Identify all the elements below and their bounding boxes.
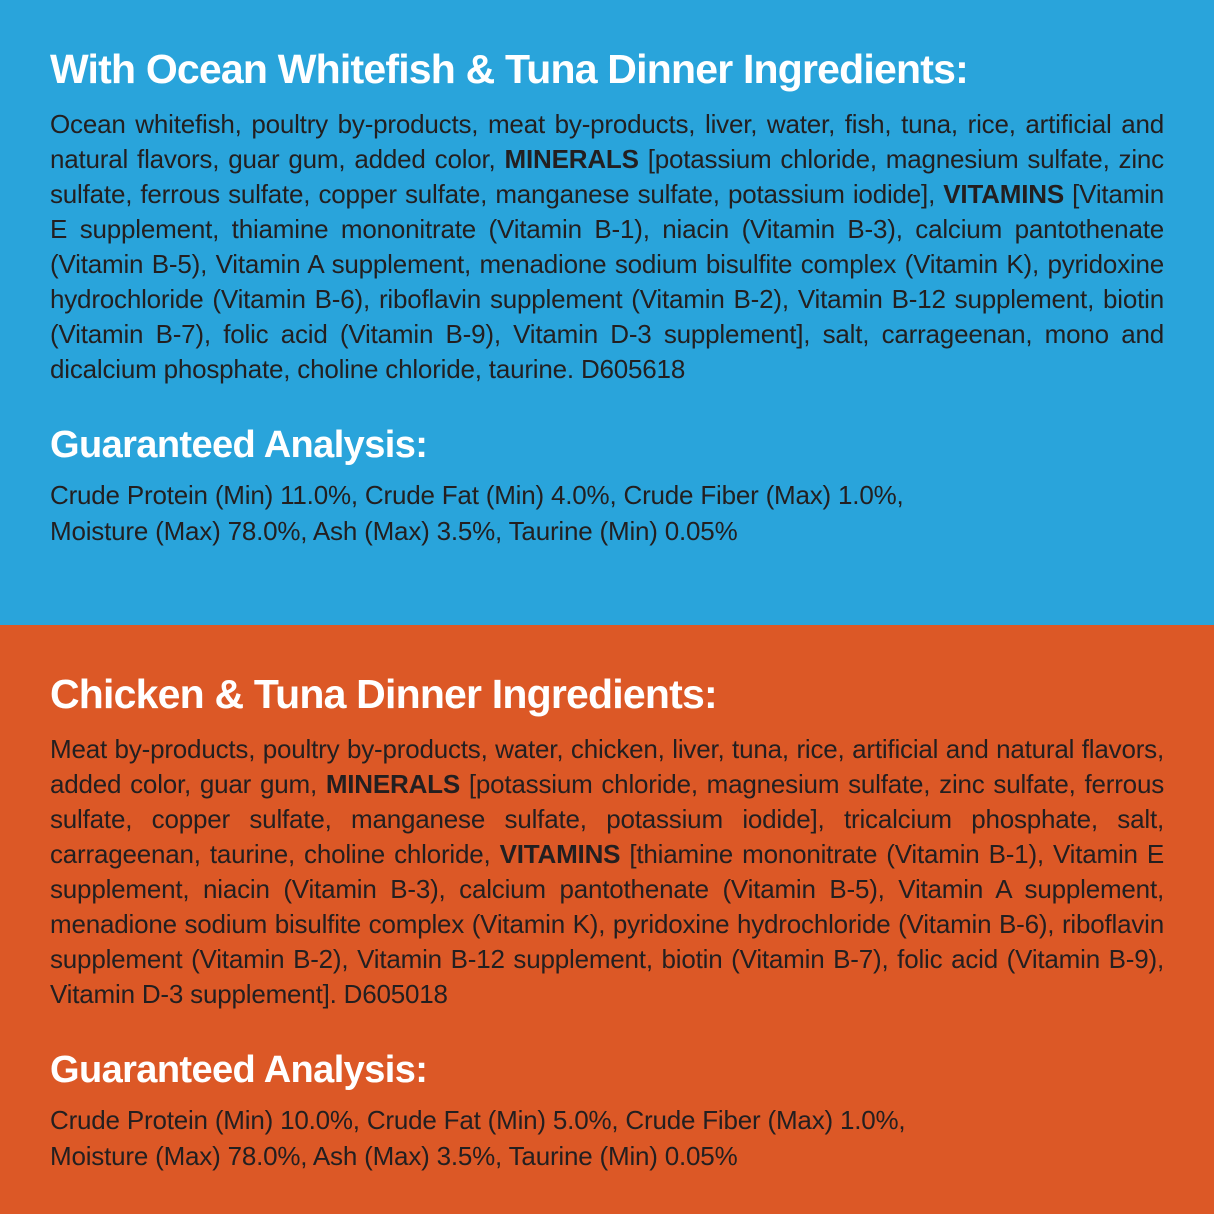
minerals-label: MINERALS: [504, 144, 639, 174]
analysis-line: Crude Protein (Min) 10.0%, Crude Fat (Min) 5.0%, Crude Fiber (Max) 1.0%,: [50, 1105, 906, 1135]
chicken-ingredients-paragraph: [50, 732, 1164, 1012]
ingredients-text: [thiamine mononitrate (Vitamin B-1), Vitamin E supplement, niacin (Vitamin B-3), calcium pantothenate (Vitamin B-5), Vitamin A supplement, menadione sodium bisulfite complex (Vitamin K), pyridoxine hydrochloride (Vitamin B-6), riboflavin supplement (Vitamin B-2), Vitamin B-12 supplement, biotin (Vitamin B-7), folic acid (Vitamin B-9), Vitamin D-3 supplement]. D605018: [50, 839, 1164, 1009]
analysis-line: Crude Protein (Min) 11.0%, Crude Fat (Min) 4.0%, Crude Fiber (Max) 1.0%,: [50, 480, 904, 510]
whitefish-guaranteed-analysis-heading: Guaranteed Analysis:: [50, 424, 428, 466]
ingredients-text: Meat by-products, poultry by-products, water, chicken, liver, tuna, rice, artificial and natural flavors, added color, guar gum,: [50, 734, 1164, 799]
analysis-line: Moisture (Max) 78.0%, Ash (Max) 3.5%, Taurine (Min) 0.05%: [50, 516, 738, 546]
vitamins-label: VITAMINS: [499, 839, 621, 869]
chicken-tuna-section: [0, 625, 1214, 1214]
whitefish-ingredients-paragraph: [50, 107, 1164, 387]
vitamins-label: VITAMINS: [943, 179, 1064, 209]
analysis-line: Moisture (Max) 78.0%, Ash (Max) 3.5%, Taurine (Min) 0.05%: [50, 1141, 738, 1171]
ingredients-text: Ocean whitefish, poultry by-products, meat by-products, liver, water, fish, tuna, rice, artificial and natural flavors, guar gum, added color,: [50, 109, 1164, 174]
ingredients-text: [Vitamin E supplement, thiamine mononitrate (Vitamin B-1), niacin (Vitamin B-3), calcium pantothenate (Vitamin B-5), Vitamin A supplement, menadione sodium bisulfite complex (Vitamin K), pyridoxine hydrochloride (Vitamin B-6), riboflavin supplement (Vitamin B-2), Vitamin B-12 supplement, biotin (Vitamin B-7), folic acid (Vitamin B-9), Vitamin D-3 supplement], salt, carrageenan, mono and dicalcium phosphate, choline chloride, taurine. D605618: [50, 179, 1164, 384]
ingredients-text: [potassium chloride, magnesium sulfate, zinc sulfate, ferrous sulfate, copper sulfate, manganese sulfate, potassium iodide],: [50, 144, 1164, 209]
whitefish-section-heading: With Ocean Whitefish & Tuna Dinner Ingredients:: [50, 46, 968, 92]
chicken-section-heading: Chicken & Tuna Dinner Ingredients:: [50, 671, 717, 717]
ingredients-text: [potassium chloride, magnesium sulfate, zinc sulfate, ferrous sulfate, copper sulfate, manganese sulfate, potassium iodide], tricalcium phosphate, salt, carrageenan, taurine, choline chloride,: [50, 769, 1165, 869]
chicken-guaranteed-analysis-heading: Guaranteed Analysis:: [50, 1049, 428, 1091]
minerals-label: MINERALS: [325, 769, 460, 799]
